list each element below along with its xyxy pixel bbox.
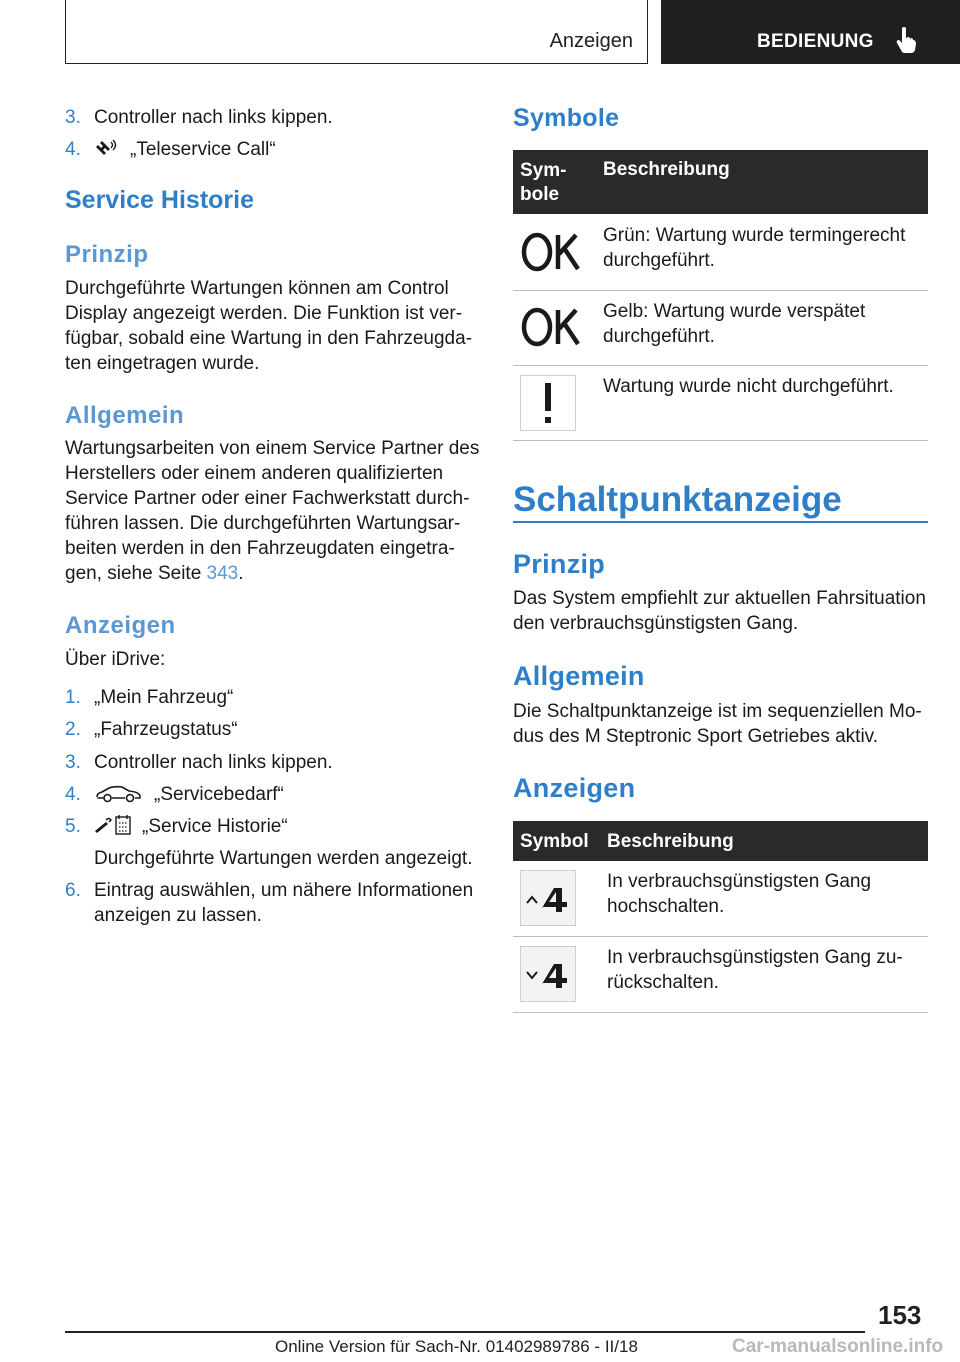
column-header-description: Beschreibung <box>603 159 730 180</box>
subsection-title-allgemein: Allgemein <box>65 402 185 429</box>
teleservice-icon <box>94 139 120 159</box>
table-row <box>513 861 928 937</box>
column-header-symbol: Symbol <box>520 831 589 852</box>
list-number: 4. <box>65 784 81 805</box>
watermark: Car-manualsonline.info <box>732 1336 944 1357</box>
header-section-title: Anzeigen <box>549 30 633 52</box>
footer-rule <box>65 1331 865 1333</box>
subsection-title-anzeigen: Anzeigen <box>513 773 636 803</box>
list-number: 4. <box>65 139 81 160</box>
pointing-hand-icon <box>895 26 917 54</box>
title-underline <box>513 521 928 523</box>
row-description: In verbrauchsgünstigsten Gang hochschalten. <box>607 871 872 917</box>
paragraph-idrive: Über iDrive: <box>65 649 166 670</box>
ok-green-icon <box>520 230 584 274</box>
paragraph-end: . <box>238 563 244 584</box>
list-number: 3. <box>65 107 81 128</box>
footer-version: Online Version für Sach-Nr. 01402989786 - II/18 <box>275 1337 638 1356</box>
list-text: „Servicebedarf“ <box>154 784 284 805</box>
paragraph-allgemein: Die Schaltpunktanzeige ist im sequenziellen Modus des M Steptronic Sport Getriebes aktiv. <box>513 701 922 747</box>
list-sub-text: Durchgeführte Wartungen werden angezeigt. <box>94 848 473 869</box>
list-number: 1. <box>65 687 81 708</box>
exclamation-icon <box>520 375 576 431</box>
shift-up-icon <box>520 870 576 926</box>
list-number: 6. <box>65 880 81 901</box>
shift-down-icon <box>520 946 576 1002</box>
header-chapter-box <box>661 0 960 64</box>
service-history-icon <box>94 814 132 836</box>
paragraph-text: Wartungsarbeiten von einem Service Partner des Herstellers oder einem anderen qualifizierten Service Partner oder einer Fachwerkstatt durchführen lassen. Die durchgeführten Wartungsarbeiten werden in den Fahrzeugdaten eingetragen, siehe Seite <box>65 438 480 584</box>
list-text: „Service Historie“ <box>142 816 288 837</box>
subsection-title-anzeigen: Anzeigen <box>65 612 176 639</box>
table-header <box>513 150 928 214</box>
section-title-symbole: Symbole <box>513 104 620 132</box>
list-text: „Mein Fahrzeug“ <box>94 687 234 708</box>
column-header-description: Beschreibung <box>607 831 734 852</box>
page-link[interactable]: 343 <box>206 563 239 584</box>
list-number: 2. <box>65 719 81 740</box>
table-row <box>513 937 928 1013</box>
column-header-symbols: Symbole <box>520 160 567 205</box>
list-text-wrap <box>94 137 484 162</box>
page-number: 153 <box>878 1300 922 1330</box>
table-header <box>513 821 928 861</box>
row-description: Wartung wurde nicht durchgeführt. <box>603 376 894 397</box>
list-text: Eintrag auswählen, um nähere Informationen anzeigen zu lassen. <box>94 880 474 926</box>
list-number: 3. <box>65 752 81 773</box>
section-title-service-historie: Service Historie <box>65 186 254 214</box>
list-text: Controller nach links kippen. <box>94 107 333 128</box>
list-text: „Fahrzeugstatus“ <box>94 719 238 740</box>
subsection-title-prinzip: Prinzip <box>65 241 149 268</box>
row-description: Grün: Wartung wurde termingerecht durchgeführt. <box>603 225 906 271</box>
list-text-wrap <box>94 814 484 839</box>
ok-yellow-icon <box>520 305 584 349</box>
table-row <box>513 291 928 366</box>
table-row <box>513 366 928 441</box>
list-text: Controller nach links kippen. <box>94 752 333 773</box>
subsection-title-prinzip: Prinzip <box>513 549 606 579</box>
row-description: In verbrauchsgünstigsten Gang zurückschalten. <box>607 947 903 993</box>
chapter-title-schaltpunktanzeige: Schaltpunktanzeige <box>513 480 842 519</box>
row-description: Gelb: Wartung wurde verspätet durchgeführt. <box>603 301 866 347</box>
subsection-title-allgemein: Allgemein <box>513 661 645 691</box>
header-section-box <box>65 0 648 64</box>
list-text-wrap <box>94 782 484 807</box>
list-number: 5. <box>65 816 81 837</box>
table-row <box>513 214 928 291</box>
list-text: „Teleservice Call“ <box>130 139 276 160</box>
paragraph-prinzip: Durchgeführte Wartungen können am Control Display angezeigt werden. Die Funktion ist verfügbar, sobald eine Wartung in den Fahrzeugdaten eingetragen wurde. <box>65 278 473 374</box>
car-icon <box>94 784 144 804</box>
header-chapter-title: BEDIENUNG <box>757 31 874 52</box>
paragraph-prinzip: Das System empfiehlt zur aktuellen Fahrsituation den verbrauchsgünstigsten Gang. <box>513 588 926 634</box>
paragraph-allgemein <box>65 436 483 586</box>
